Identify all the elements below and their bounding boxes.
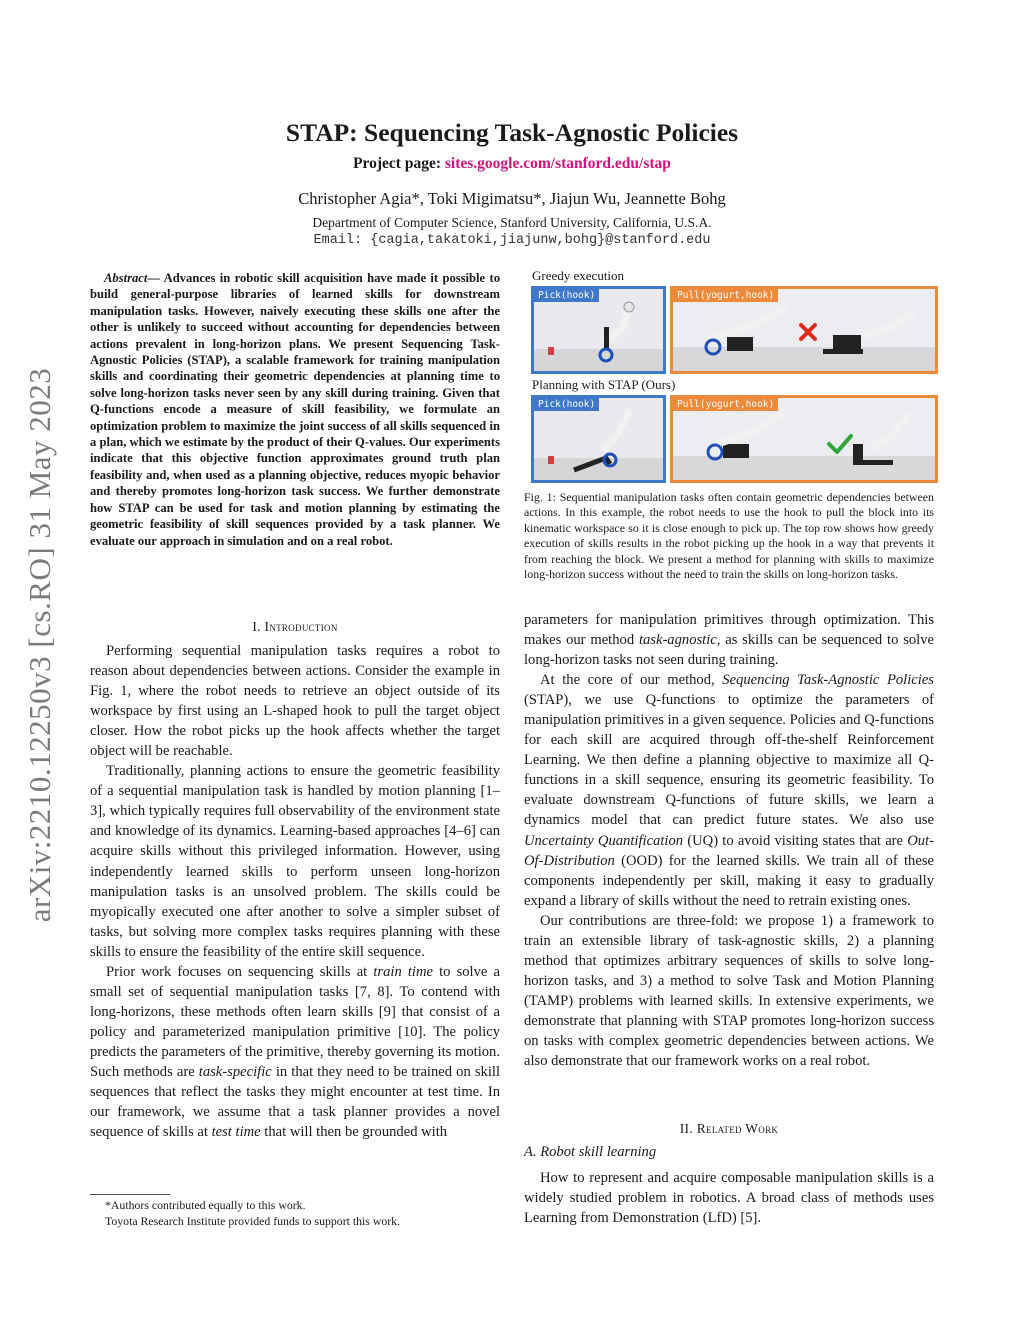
section-heading-introduction: I. Introduction — [252, 619, 338, 634]
project-page-line — [0, 155, 1024, 173]
figure-row-label-stap: Planning with STAP (Ours) — [532, 377, 676, 392]
footnote-rule — [90, 1194, 170, 1195]
skill-tag-pull: Pull(yogurt,hook) — [673, 398, 778, 411]
figure-row-label-greedy: Greedy execution — [532, 268, 625, 283]
affiliation: Department of Computer Science, Stanford University, California, U.S.A. — [312, 215, 712, 230]
right-paragraph-2: Our contributions are three-fold: we propose 1) a framework to train an extensible library of task-agnostic skills, 2) a planning method that optimizes arbitrary sequences of skills to solve long-horizon tasks, and 3) a method to solve Task and Motion Planning (TAMP) problems with learned skills. In extensive experiments, we demonstrate that planning with STAP promotes long-horizon success on tasks with complex geometric dependencies between actions. We also demonstrate that our framework works on a real robot. — [524, 912, 934, 1070]
abstract-text: — Advances in robotic skill acquisition have made it possible to build general-purpose libraries of learned skills for downstream manipulation tasks. However, naively executing these skills one after the other is unlikely to succeed without accounting for dependencies between actions prevalent in long-horizon plans. We present Sequencing Task-Agnostic Policies (STAP), a scalable framework for training manipulation skills and coordinating their geometric dependencies at planning time to solve long-horizon tasks never seen by any skill during training. Given that Q-functions encode a measure of skill feasibility, we formulate an optimization problem to maximize the joint success of all skills sequenced in a plan, which we estimate by the product of their Q-values. Our experiments indicate that this objective function approximates ground truth plan feasibility and, when used as a planning objective, reduces myopic behavior and thereby promotes long-horizon task success. We further demonstrate how STAP can be used for task and motion planning by estimating the geometric feasibility of skill sequences provided by a task planner. We evaluate our approach in simulation and on a real robot. — [90, 271, 500, 548]
skill-tag-pick: Pick(hook) — [534, 398, 599, 411]
right-paragraph-1: At the core of our method, Sequencing Task-Agnostic Policies (STAP), we use Q-functions to optimize the parameters of manipulation primitives in a given sequence. Policies and Q-functions for each skill are acquired through off-the-shelf Reinforcement Learning. We then define a planning objective to maximize all Q-functions in a skill sequence, ensuring its geometric feasibility. To evaluate downstream Q-functions of future skills, we learn a dynamics model that can predict future states. We also use Uncertainty Quantification (UQ) to avoid visiting states that are Out-Of-Distribution (OOD) for the learned skills. We train all of these components independently per skill, making it easy to gradually expand a library of skills without the need to retrain existing ones. — [524, 672, 934, 909]
right-column-body — [524, 610, 934, 1071]
related-work-paragraph: How to represent and acquire composable manipulation skills is a widely studied problem in robotics. A broad class of methods uses Learning from Demonstration (LfD) [5]. — [524, 1170, 934, 1227]
right-paragraph-0: parameters for manipulation primitives through optimization. This makes our method task-agnostic, as skills can be sequenced to solve long-horizon tasks not seen during training. — [524, 612, 934, 669]
skill-tag-pull: Pull(yogurt,hook) — [673, 289, 778, 302]
figure-panel-stap-pull — [670, 395, 938, 483]
introduction-body — [90, 641, 500, 1142]
intro-paragraph-2: Traditionally, planning actions to ensure the geometric feasibility of a sequential manipulation task is handled by motion planning [1–3], which typically requires full observability of the environment state and knowledge of its dynamics. Learning-based approaches [4–6] can acquire skills without this privileged information. However, using independently learned skills to perform unseen long-horizon manipulation tasks is an unsolved problem. The skills could be myopically executed one after another to solve a simpler subset of tasks, but solving more complex tasks requires planning with these skills to ensure the feasibility of the entire skill sequence. — [90, 763, 500, 960]
email: Email: {cagia,takatoki,jiajunw,bohg}@stanford.edu — [313, 233, 711, 248]
figure-panel-stap-pick — [531, 395, 666, 483]
abstract-label: Abstract — [104, 271, 148, 285]
footnote-2: Toyota Research Institute provided funds to support this work. — [105, 1214, 401, 1228]
figure-panel-greedy-pick — [531, 286, 666, 374]
skill-tag-pick: Pick(hook) — [534, 289, 599, 302]
figure-caption: Fig. 1: Sequential manipulation tasks often contain geometric dependencies between actions. In this example, the robot needs to use the hook to pull the block into its kinematic workspace so it is close enough to pick up. The top row shows how greedy execution of skills results in the robot picking up the hook in a way that prevents it from reaching the block. We present a method for planning with skills to maximize long-horizon success without the need to train the skills on long-horizon tasks. — [524, 490, 934, 582]
authors: Christopher Agia*, Toki Migimatsu*, Jiajun Wu, Jeannette Bohg — [298, 189, 726, 208]
project-page-link[interactable]: sites.google.com/stanford.edu/stap — [444, 155, 671, 172]
project-page-label: Project page: — [353, 155, 441, 172]
abstract — [90, 270, 500, 549]
related-work-body — [524, 1168, 934, 1228]
intro-paragraph-3: Prior work focuses on sequencing skills at train time to solve a small set of sequential manipulation tasks [7, 8]. To contend with long-horizons, these methods often learn skills [9] that consist of a policy and parameterized manipulation primitive [10]. The policy predicts the parameters of the primitive, thereby governing its motion. Such methods are task-specific in that they need to be trained on skill sequences that reflect the tasks they might encounter at test time. In our framework, we assume that a task planner provides a novel sequence of skills at test time that will then be grounded with — [90, 963, 500, 1141]
figure-panel-greedy-pull — [670, 286, 938, 374]
paper-title: STAP: Sequencing Task-Agnostic Policies — [285, 118, 739, 147]
arxiv-side-label: arXiv:2210.12250v3 [cs.RO] 31 May 2023 — [22, 367, 57, 923]
subsection-heading: A. Robot skill learning — [524, 1144, 657, 1160]
intro-paragraph-1: Performing sequential manipulation tasks requires a robot to reason about dependencies between actions. Consider the example in Fig. 1, where the robot needs to retrieve an object outside of its workspace by first using an L-shaped hook to pull the target object closer. How the robot picks up the hook affects whether the target object will be reachable. — [90, 643, 500, 760]
footnote-1: *Authors contributed equally to this work. — [105, 1198, 306, 1212]
section-heading-related-work: II. Related Work — [679, 1121, 779, 1136]
